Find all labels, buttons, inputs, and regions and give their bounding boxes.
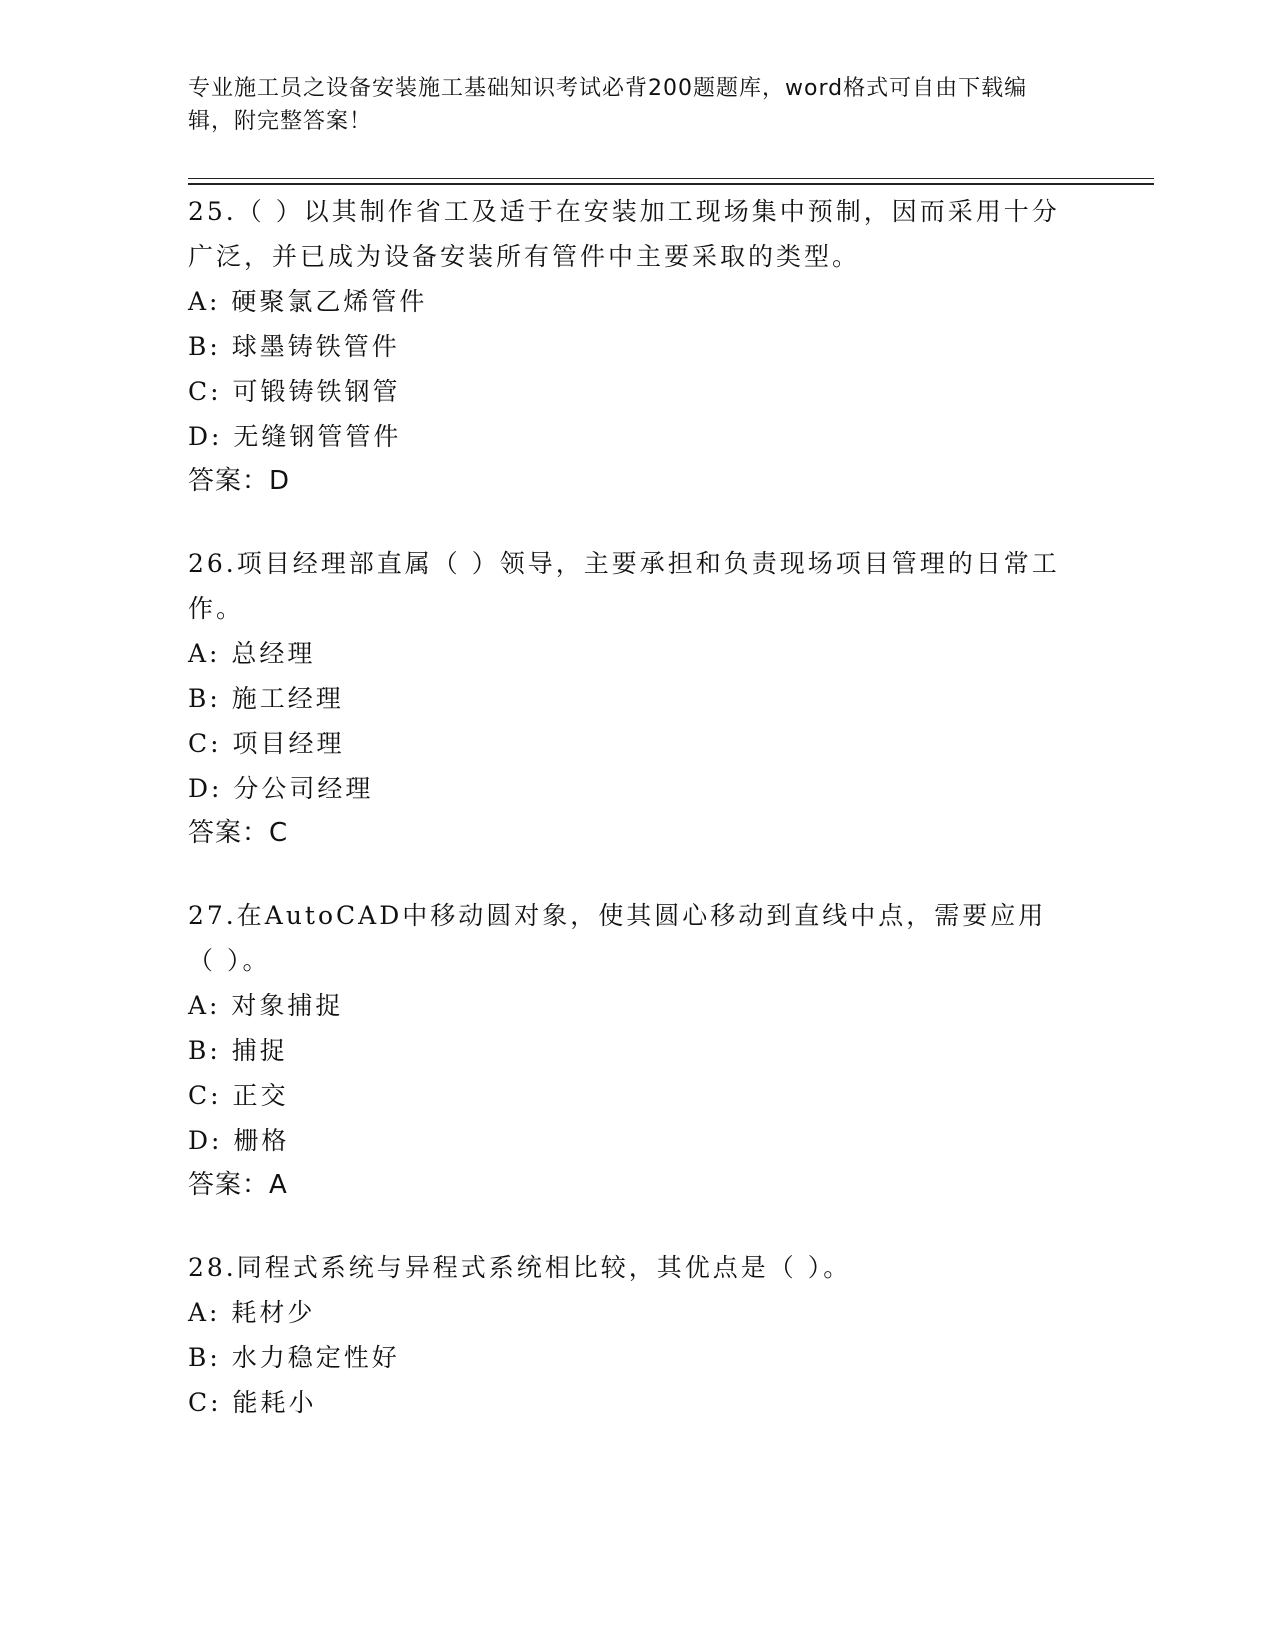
option-d: D: 分公司经理 — [188, 774, 374, 803]
option-b: B: 捕捉 — [188, 1036, 288, 1065]
header-divider-thick — [188, 183, 1154, 185]
answer-label: 答案：C — [188, 818, 289, 848]
question-26 — [188, 541, 1068, 856]
option-c: C: 项目经理 — [188, 729, 345, 758]
option-c: C: 能耗小 — [188, 1388, 317, 1417]
option-a: A: 对象捕捉 — [188, 991, 344, 1020]
option-c: C: 正交 — [188, 1081, 289, 1110]
option-a: A: 耗材少 — [188, 1298, 316, 1327]
question-stem: 27.在AutoCAD中移动圆对象，使其圆心移动到直线中点，需要应用（ ）。 — [188, 901, 1047, 975]
answer-label: 答案：D — [188, 466, 291, 496]
header-divider-thin — [188, 178, 1154, 179]
option-b: B: 水力稳定性好 — [188, 1343, 400, 1372]
option-b: B: 球墨铸铁管件 — [188, 332, 400, 361]
option-d: D: 栅格 — [188, 1126, 290, 1155]
answer-label: 答案：A — [188, 1170, 288, 1200]
question-stem: 25.（ ）以其制作省工及适于在安装加工现场集中预制，因而采用十分广泛，并已成为设备安装所有管件中主要采取的类型。 — [188, 197, 1060, 271]
question-stem: 26.项目经理部直属（ ）领导，主要承担和负责现场项目管理的日常工作。 — [188, 549, 1060, 623]
option-a: A: 总经理 — [188, 639, 316, 668]
question-28 — [188, 1245, 1068, 1425]
question-list — [188, 189, 1068, 1462]
option-c: C: 可锻铸铁钢管 — [188, 377, 401, 406]
question-25 — [188, 189, 1068, 504]
option-b: B: 施工经理 — [188, 684, 344, 713]
option-d: D: 无缝钢管管件 — [188, 422, 402, 451]
question-stem: 28.同程式系统与异程式系统相比较，其优点是（ ）。 — [188, 1253, 852, 1282]
question-27 — [188, 893, 1068, 1208]
option-a: A: 硬聚氯乙烯管件 — [188, 287, 428, 316]
document-header: 专业施工员之设备安装施工基础知识考试必背200题题库，word格式可自由下载编辑，附完整答案！ — [188, 76, 1028, 134]
